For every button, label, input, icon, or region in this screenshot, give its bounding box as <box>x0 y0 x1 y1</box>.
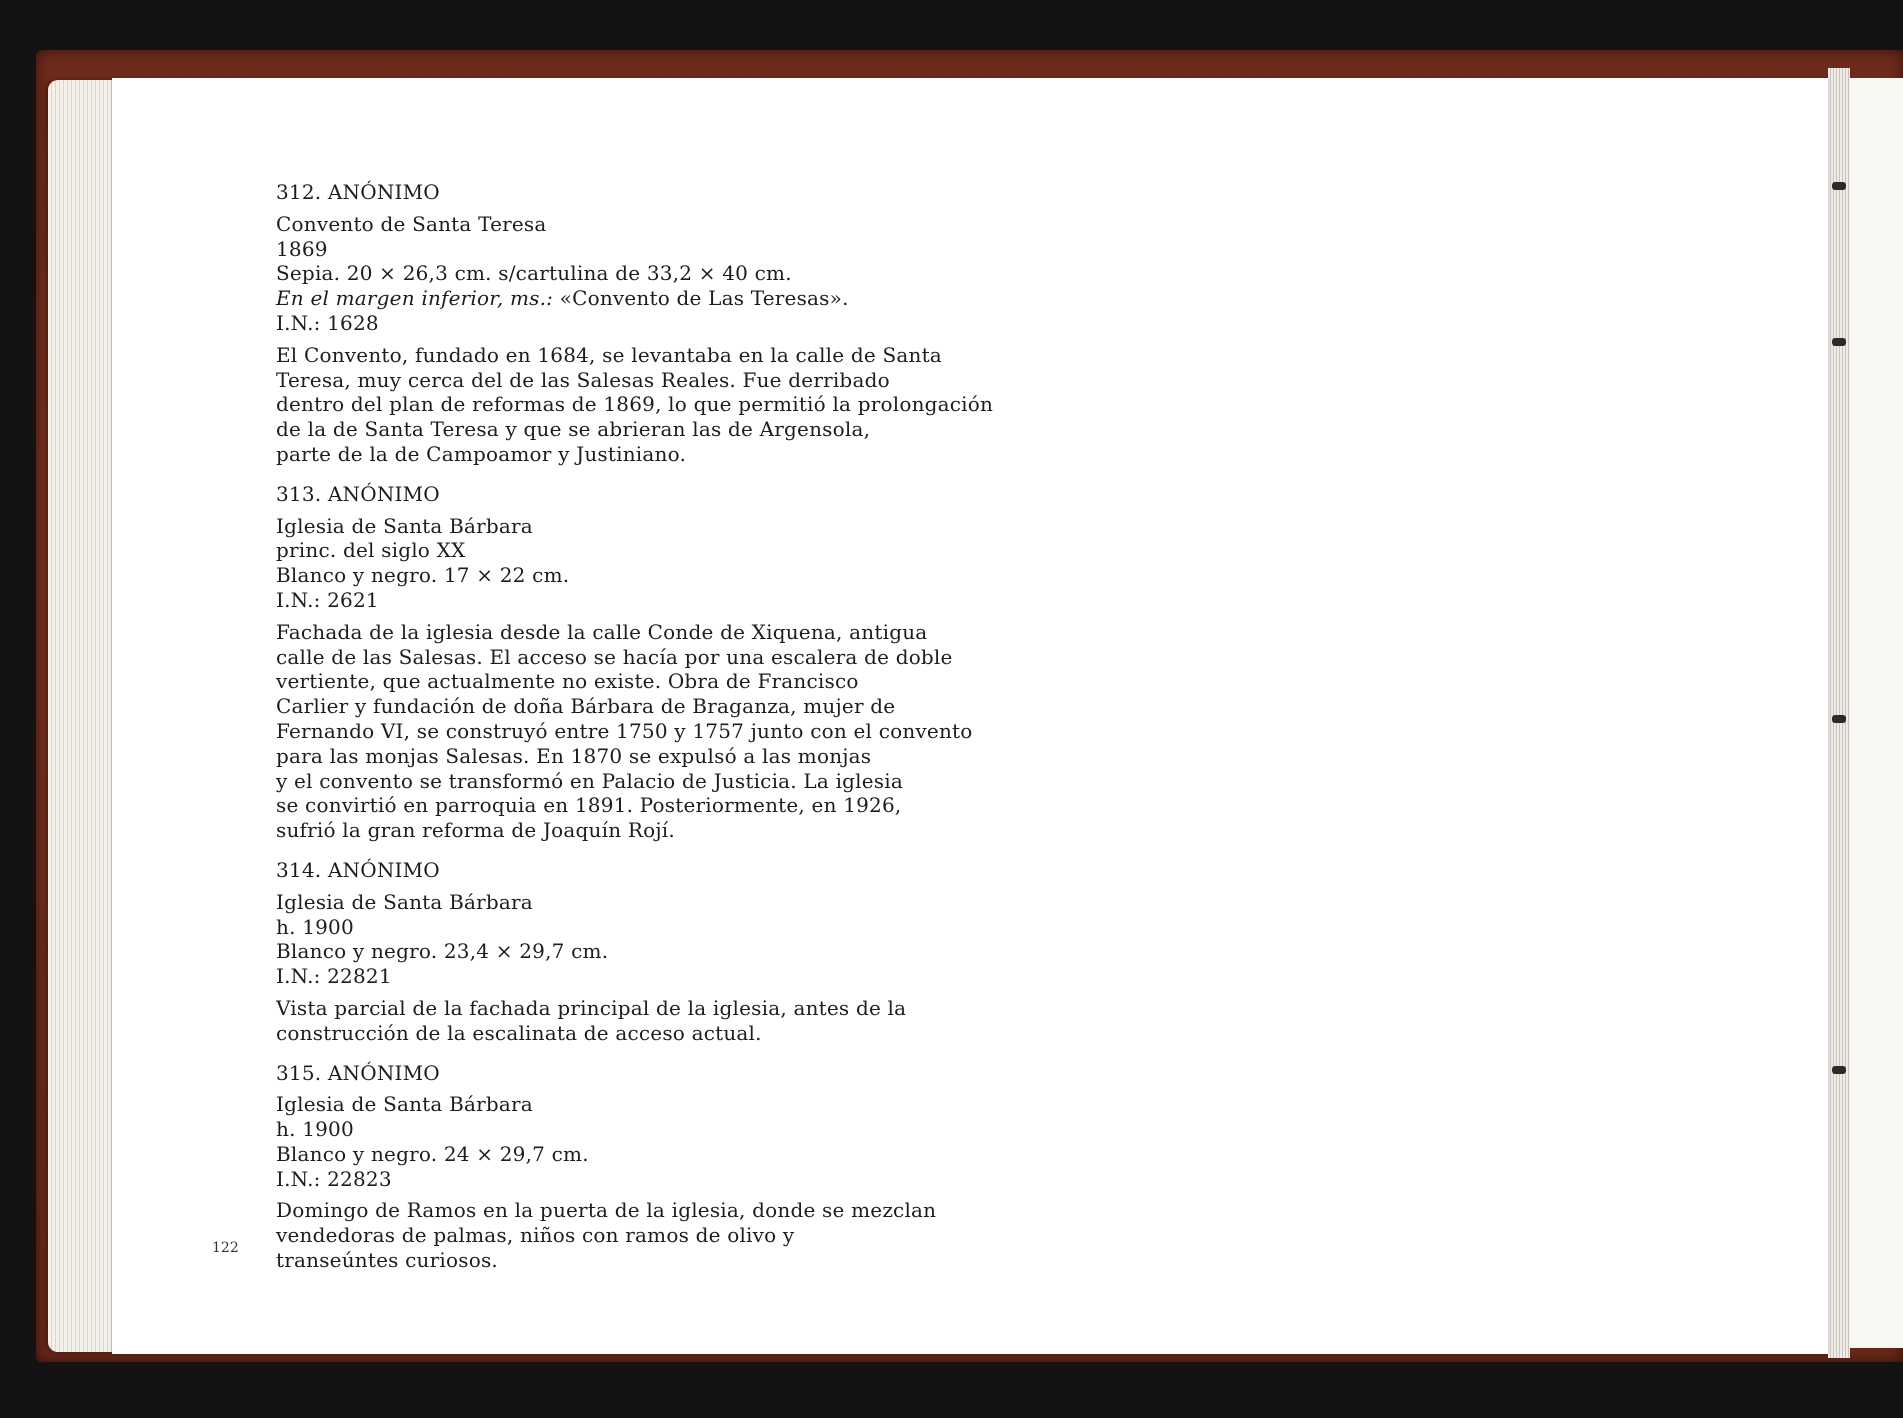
entry-date: 1869 <box>276 236 328 261</box>
entry-title: Iglesia de Santa Bárbara <box>276 1092 533 1117</box>
inscription-text: «Convento de Las Teresas». <box>553 286 849 311</box>
description-line: transeúntes curiosos. <box>276 1248 498 1273</box>
description-line: vertiente, que actualmente no existe. Obra de Francisco <box>276 669 859 694</box>
entry-date: h. 1900 <box>276 1117 354 1142</box>
binding-mark <box>1832 1066 1846 1074</box>
description-line: El Convento, fundado en 1684, se levantaba en la calle de Santa <box>276 342 942 367</box>
entry-heading: 314. ANÓNIMO <box>276 857 440 882</box>
description-line: calle de las Salesas. El acceso se hacía por una escalera de doble <box>276 644 953 669</box>
entry-date: princ. del siglo XX <box>276 538 466 563</box>
description-line: parte de la de Campoamor y Justiniano. <box>276 441 687 466</box>
catalog-entry <box>276 858 976 1046</box>
description-line: sufrió la gran reforma de Joaquín Rojí. <box>276 818 675 843</box>
description-line: construcción de la escalinata de acceso actual. <box>276 1020 762 1045</box>
facing-page-edge <box>1850 78 1903 1348</box>
entry-inventory: I.N.: 2621 <box>276 587 379 612</box>
description-line: para las monjas Salesas. En 1870 se expulsó a las monjas <box>276 743 872 768</box>
description-line: de la de Santa Teresa y que se abrieran las de Argensola, <box>276 417 871 442</box>
entry-inscription <box>276 286 976 311</box>
description-line: Domingo de Ramos en la puerta de la iglesia, donde se mezclan <box>276 1198 937 1223</box>
page-edges-left <box>48 80 114 1352</box>
entry-inventory: I.N.: 22823 <box>276 1166 392 1191</box>
inscription-label: En el margen inferior, ms.: <box>276 286 554 311</box>
description-line: Vista parcial de la fachada principal de la iglesia, antes de la <box>276 995 907 1020</box>
entry-heading: 312. ANÓNIMO <box>276 180 440 204</box>
entry-technique: Blanco y negro. 17 × 22 cm. <box>276 563 570 588</box>
entry-heading: 313. ANÓNIMO <box>276 481 440 506</box>
entry-title: Iglesia de Santa Bárbara <box>276 889 533 914</box>
description-line: vendedoras de palmas, niños con ramos de olivo y <box>276 1223 795 1248</box>
catalog-entry <box>276 482 976 843</box>
binding-mark <box>1832 715 1846 723</box>
description-line: dentro del plan de reformas de 1869, lo que permitió la prolongación <box>276 392 994 417</box>
description-line: Fachada de la iglesia desde la calle Conde de Xiquena, antigua <box>276 619 928 644</box>
entry-inventory: I.N.: 1628 <box>276 310 379 335</box>
entry-title: Convento de Santa Teresa <box>276 211 547 236</box>
page-edges-right <box>1828 68 1850 1358</box>
entry-technique: Blanco y negro. 23,4 × 29,7 cm. <box>276 939 609 964</box>
description-line: y el convento se transformó en Palacio de Justicia. La iglesia <box>276 768 903 793</box>
entry-heading: 315. ANÓNIMO <box>276 1060 440 1085</box>
binding-mark <box>1832 182 1846 190</box>
entry-date: h. 1900 <box>276 914 354 939</box>
page-number: 122 <box>212 1240 239 1256</box>
description-line: Teresa, muy cerca del de las Salesas Reales. Fue derribado <box>276 367 890 392</box>
description-line: Carlier y fundación de doña Bárbara de Braganza, mujer de <box>276 694 896 719</box>
entry-title: Iglesia de Santa Bárbara <box>276 513 533 538</box>
entry-technique: Sepia. 20 × 26,3 cm. s/cartulina de 33,2 × 40 cm. <box>276 261 792 286</box>
catalog-entry <box>276 180 994 467</box>
description-line: se convirtió en parroquia en 1891. Posteriormente, en 1926, <box>276 793 902 818</box>
entry-inventory: I.N.: 22821 <box>276 964 392 989</box>
catalog-entry <box>276 1061 976 1273</box>
catalog-column <box>276 180 994 1273</box>
entry-technique: Blanco y negro. 24 × 29,7 cm. <box>276 1141 589 1166</box>
description-line: Fernando VI, se construyó entre 1750 y 1757 junto con el convento <box>276 718 973 743</box>
binding-mark <box>1832 338 1846 346</box>
